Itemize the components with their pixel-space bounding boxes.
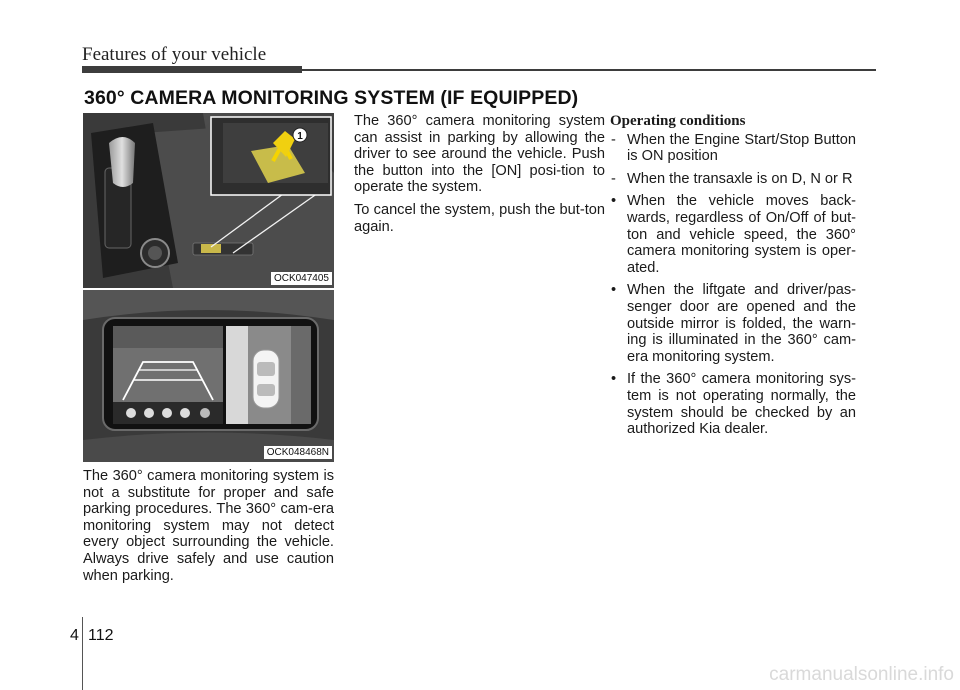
header-rule-thick [82, 66, 302, 73]
section-title: 360° CAMERA MONITORING SYSTEM (IF EQUIPPED) [84, 87, 579, 109]
list-item-text: When the transaxle is on D, N or R [627, 170, 853, 187]
list-item [610, 132, 856, 165]
display-illustration [83, 290, 334, 462]
safety-paragraph: The 360° camera monitoring system is not a substitute for proper and safe parking procedures. The 360° cam-era monitoring system may not detect every object surrounding the vehicle. Always drive safely and use caution when parking. [83, 468, 334, 584]
intro-paragraph: The 360° camera monitoring system can assist in parking by allowing the driver to see around the vehicle. Push the button into the [ON] posi-tion to operate the system. [354, 113, 605, 196]
list-item [610, 282, 856, 365]
list-marker: - [611, 170, 616, 187]
operating-conditions-heading: Operating conditions [610, 113, 746, 129]
left-column-text [83, 468, 334, 590]
page-number: 112 [88, 627, 114, 644]
callout-number: 1 [297, 131, 303, 142]
middle-column-text [354, 113, 605, 241]
header-rule-thin [302, 69, 876, 71]
list-marker: • [611, 282, 617, 299]
list-item [610, 171, 856, 188]
list-item-text: When the Engine Start/Stop Button is ON position [627, 131, 856, 165]
console-button-photo [83, 113, 334, 288]
footer-divider [82, 617, 83, 690]
list-item [610, 193, 856, 276]
operating-conditions-list [610, 132, 856, 438]
operating-conditions [610, 113, 856, 444]
page-header-title: Features of your vehicle [82, 44, 267, 65]
list-marker: - [611, 131, 616, 148]
list-marker: • [611, 193, 617, 210]
chapter-number: 4 [70, 627, 79, 644]
watermark: carmanualsonline.info [769, 664, 954, 685]
console-illustration [83, 113, 334, 288]
list-marker: • [611, 371, 617, 388]
figure-code-bottom: OCK048468N [264, 446, 332, 459]
cancel-paragraph: To cancel the system, push the but-ton again. [354, 201, 605, 235]
list-item-text: If the 360° camera monitoring sys-tem is not operating normally, the system should be checked by an authorized Kia dealer. [627, 371, 856, 438]
display-screen-photo [83, 290, 334, 462]
figure-code-top: OCK047405 [271, 272, 332, 285]
list-item [610, 371, 856, 437]
list-item-text: When the liftgate and driver/pas-senger door are opened and the outside mirror is folded, the warn-ing is illuminated in the 360° cam-era monitoring system. [627, 282, 856, 365]
list-item-text: When the vehicle moves back-wards, regardless of On/Off of but-ton and vehicle speed, the 360° camera monitoring system is oper-ated. [627, 193, 856, 276]
